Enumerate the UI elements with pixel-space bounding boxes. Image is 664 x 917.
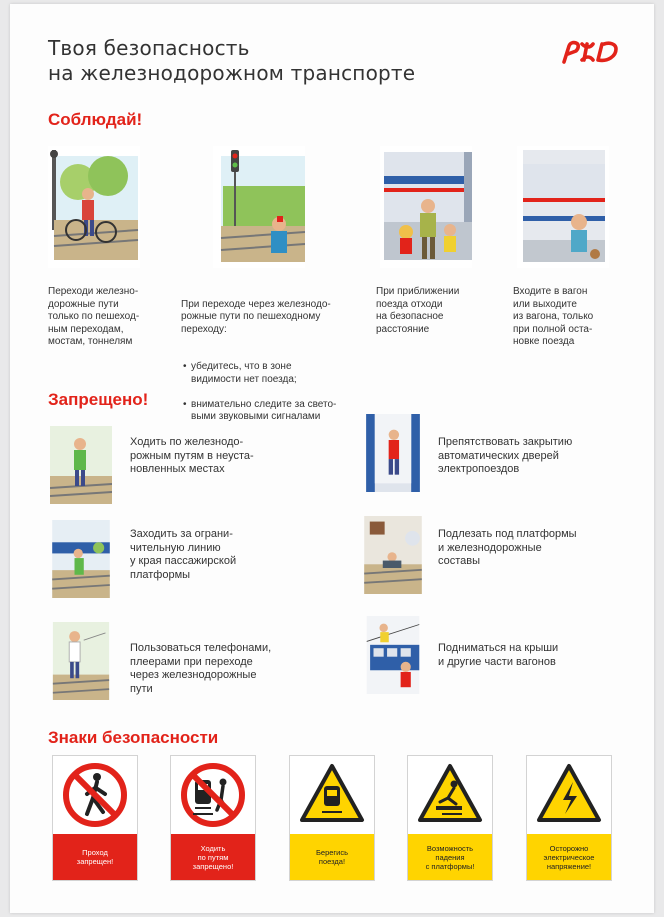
no-walking-tracks-icon xyxy=(171,756,255,834)
title-line-1: Твоя безопасность xyxy=(48,36,250,60)
observe-item-2-text: При переходе через железнодо- рожные пути по пешеходному переходу: xyxy=(181,298,331,335)
section-forbidden-title: Запрещено! xyxy=(48,390,149,409)
warning-fall-icon xyxy=(408,756,492,834)
observe-item-2-bullets xyxy=(181,349,371,437)
observe-item-3-text: При приближении поезда отходи на безопасное расстояние xyxy=(376,286,460,335)
sign-no-passage xyxy=(52,755,138,881)
page-title xyxy=(48,36,415,86)
forbidden-item-1-text: Ходить по железнодо- рожным путям в неуста- новленных местах xyxy=(130,436,254,475)
illustration-blocking-doors xyxy=(362,414,424,492)
sign-high-voltage-caption: Осторожно электрическое напряжение! xyxy=(527,834,611,880)
forbidden-item-6-text: Подниматься на крыши и другие части вагонов xyxy=(438,642,559,668)
illustration-crossing-bridge xyxy=(48,146,140,268)
forbidden-item-2-text: Препятствовать закрытию автоматических дверей электропоездов xyxy=(438,436,573,475)
section-signs-title: Знаки безопасности xyxy=(48,728,219,747)
illustration-climbing-roof xyxy=(362,616,424,694)
illustration-headphones xyxy=(50,622,112,700)
forbidden-item-5-text: Пользоваться телефонами, плеерами при переходе через железнодорожные пути xyxy=(130,642,272,695)
observe-item-2-bullet-2: • внимательно следите за свето- выми звуковыми сигналами xyxy=(191,399,371,424)
illustration-boarding-train xyxy=(517,146,609,268)
warning-voltage-icon xyxy=(527,756,611,834)
sign-beware-train-caption: Берегись поезда! xyxy=(290,834,374,880)
rzd-logo xyxy=(560,38,622,64)
illustration-approaching-train xyxy=(380,146,472,268)
observe-item-2-bullet-1: • убедитесь, что в зоне видимости нет поезда; xyxy=(191,361,371,386)
observe-item-4-text: Входите в вагон или выходите из вагона, только при полной оста- новке поезда xyxy=(513,286,594,347)
forbidden-item-3-text: Заходить за ограни- чительную линию у края пассажирской платформы xyxy=(130,528,237,581)
poster-sheet xyxy=(10,4,654,913)
illustration-crawling-under xyxy=(362,516,424,594)
forbidden-item-4-text: Подлезать под платформы и железнодорожные составы xyxy=(438,528,577,567)
observe-item-1-text: Переходи железно- дорожные пути только по пешеход- ным переходам, мостам, тоннелям xyxy=(48,286,140,347)
sign-high-voltage xyxy=(526,755,612,881)
no-pedestrian-icon xyxy=(53,756,137,834)
illustration-pedestrian-crossing xyxy=(213,146,305,268)
sign-no-walking-tracks-caption: Ходить по путям запрещено! xyxy=(171,834,255,880)
sign-no-walking-tracks xyxy=(170,755,256,881)
illustration-platform-edge xyxy=(50,520,112,598)
sign-no-passage-caption: Проход запрещен! xyxy=(53,834,137,880)
title-line-2: на железнодорожном транспорте xyxy=(48,61,416,85)
sign-platform-fall-caption: Возможность падения с платформы! xyxy=(408,834,492,880)
section-observe-title: Соблюдай! xyxy=(48,110,143,129)
warning-train-icon xyxy=(290,756,374,834)
observe-item-2 xyxy=(181,286,371,449)
sign-platform-fall xyxy=(407,755,493,881)
sign-beware-train xyxy=(289,755,375,881)
illustration-walking-tracks xyxy=(50,426,112,504)
